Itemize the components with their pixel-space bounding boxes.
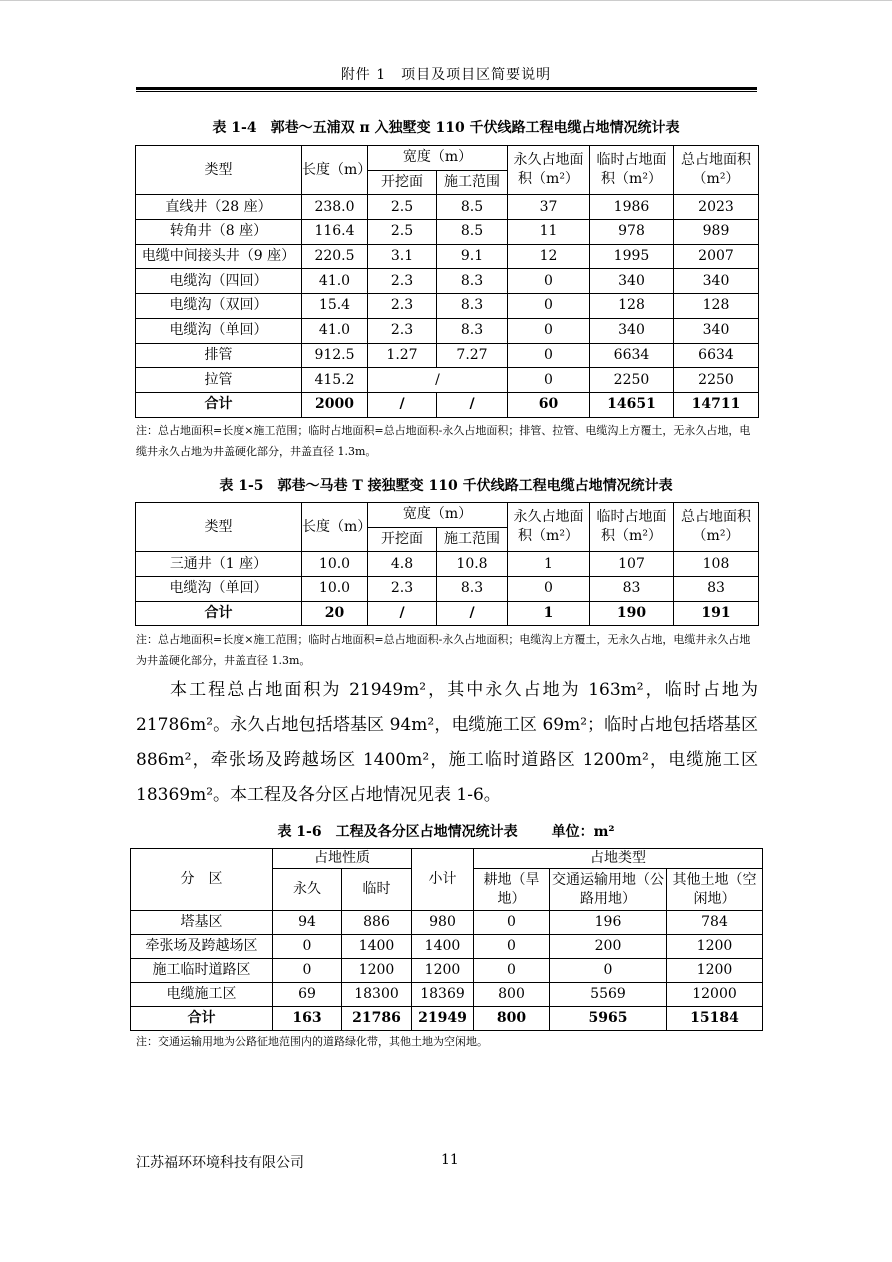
table-cell: 1.27 xyxy=(368,343,437,368)
header-width: 宽度（m） xyxy=(368,503,508,528)
header-temp: 临时占地面积（m²） xyxy=(590,146,674,195)
total-cell: 14651 xyxy=(590,392,674,417)
header-landtype: 占地类型 xyxy=(474,849,763,869)
table-cell: 1400 xyxy=(412,935,474,959)
header-perm: 永久占地面积（m²） xyxy=(508,503,590,552)
table-cell: 1200 xyxy=(342,959,412,983)
total-cell: / xyxy=(368,601,437,626)
table-row xyxy=(136,269,759,294)
table-row xyxy=(136,577,759,602)
table-cell: 200 xyxy=(550,935,667,959)
table-row xyxy=(136,294,759,319)
table-cell: 800 xyxy=(474,983,550,1007)
header-width-open: 开挖面 xyxy=(368,170,437,195)
total-cell: 5965 xyxy=(550,1007,667,1031)
table-cell: 1986 xyxy=(590,195,674,220)
row-pull-total: 2250 xyxy=(674,368,759,393)
total-cell: 20 xyxy=(302,601,368,626)
table-cell: 2.5 xyxy=(368,220,437,245)
table-cell: 0 xyxy=(508,269,590,294)
header-length: 长度（m） xyxy=(302,503,368,552)
table-cell: 0 xyxy=(474,911,550,935)
table-cell: 128 xyxy=(674,294,759,319)
table-row xyxy=(136,318,759,343)
table-cell: 108 xyxy=(674,552,759,577)
table-cell: 0 xyxy=(508,577,590,602)
table-cell: 0 xyxy=(508,343,590,368)
row-pull-temp: 2250 xyxy=(590,368,674,393)
table-cell: 电缆沟（单回） xyxy=(136,577,302,602)
table-cell: 2.3 xyxy=(368,294,437,319)
table-cell: 1200 xyxy=(412,959,474,983)
summary-paragraph: 本工程总占地面积为 21949m²，其中永久占地为 163m²，临时占地为 21786m²。永久占地包括塔基区 94m²，电缆施工区 69m²；临时占地包括塔基区 886m²，牵张场及跨越场区 1400m²，施工临时道路区 1200m²，电缆施工区 18369m²。本工程及各分区占地情况见表 1-6。 xyxy=(136,680,758,805)
table-cell: 116.4 xyxy=(302,220,368,245)
header-farm: 耕地（旱地） xyxy=(474,869,550,911)
table-cell: 8.5 xyxy=(437,195,508,220)
total-row xyxy=(131,1007,763,1031)
table-row xyxy=(136,552,759,577)
page-top-border xyxy=(0,0,892,1)
header-width-open: 开挖面 xyxy=(368,527,437,552)
total-cell: 21949 xyxy=(412,1007,474,1031)
table-cell: 7.27 xyxy=(437,343,508,368)
table-row xyxy=(136,343,759,368)
header-other: 其他土地（空闲地） xyxy=(667,869,763,911)
table-cell: 6634 xyxy=(590,343,674,368)
header-width-range: 施工范围 xyxy=(437,527,508,552)
table-cell: 排管 xyxy=(136,343,302,368)
table-1-5-caption: 表 1-5 郭巷～马巷 T 接独墅变 110 千伏线路工程电缆占地情况统计表 xyxy=(219,478,673,494)
table-cell: 5569 xyxy=(550,983,667,1007)
table-1-6-title: 表 1-6 工程及各分区占地情况统计表 xyxy=(277,824,518,840)
table-1-4 xyxy=(135,145,759,418)
table-cell: 3.1 xyxy=(368,244,437,269)
total-cell: 合计 xyxy=(136,601,302,626)
table-cell: 12 xyxy=(508,244,590,269)
total-cell: / xyxy=(437,392,508,417)
table-row xyxy=(131,983,763,1007)
page-number: 11 xyxy=(441,1152,459,1168)
table-cell: 978 xyxy=(590,220,674,245)
header-perm: 永久占地面积（m²） xyxy=(508,146,590,195)
table-cell: 41.0 xyxy=(302,318,368,343)
table-cell: 2007 xyxy=(674,244,759,269)
table-cell: 1400 xyxy=(342,935,412,959)
row-pull-length: 415.2 xyxy=(302,368,368,393)
total-cell: 163 xyxy=(273,1007,342,1031)
table-1-5-total xyxy=(136,601,759,626)
table-row xyxy=(136,195,759,220)
header-width-range: 施工范围 xyxy=(437,170,508,195)
total-cell: 2000 xyxy=(302,392,368,417)
header-rule-thin xyxy=(136,91,757,92)
table-cell: 69 xyxy=(273,983,342,1007)
table-1-6-total xyxy=(131,1007,763,1031)
table-cell: 2023 xyxy=(674,195,759,220)
table-cell: 施工临时道路区 xyxy=(131,959,273,983)
table-cell: 0 xyxy=(550,959,667,983)
total-row xyxy=(136,601,759,626)
table-1-4-caption: 表 1-4 郭巷～五浦双 π 入独墅变 110 千伏线路工程电缆占地情况统计表 xyxy=(212,120,680,136)
table-cell: 220.5 xyxy=(302,244,368,269)
table-cell: 8.3 xyxy=(437,318,508,343)
table-cell: 转角井（8 座） xyxy=(136,220,302,245)
total-cell: 15184 xyxy=(667,1007,763,1031)
total-cell: 合计 xyxy=(136,392,302,417)
table-cell: 0 xyxy=(508,294,590,319)
table-1-5-body xyxy=(136,552,759,601)
page-header: 附件 1 项目及项目区简要说明 xyxy=(340,67,552,83)
table-row xyxy=(131,935,763,959)
table-1-4-note: 注：总占地面积=长度×施工范围；临时占地面积=总占地面积-永久占地面积；排管、拉管、电缆沟上方覆土，无永久占地，电缆井永久占地为井盖硬化部分，井盖直径 1.3m。 xyxy=(136,424,751,458)
header-type: 类型 xyxy=(136,503,302,552)
table-1-4-total xyxy=(136,392,759,417)
table-cell: 912.5 xyxy=(302,343,368,368)
table-cell: 电缆沟（单回） xyxy=(136,318,302,343)
table-row xyxy=(136,244,759,269)
table-cell: 电缆沟（四回） xyxy=(136,269,302,294)
table-cell: 2.3 xyxy=(368,269,437,294)
table-cell: 电缆中间接头井（9 座） xyxy=(136,244,302,269)
table-cell: 1995 xyxy=(590,244,674,269)
table-cell: 0 xyxy=(474,959,550,983)
table-cell: 8.5 xyxy=(437,220,508,245)
table-cell: 11 xyxy=(508,220,590,245)
header-subtotal: 小计 xyxy=(412,849,474,911)
row-pull-width: / xyxy=(368,368,508,393)
table-row xyxy=(131,911,763,935)
total-cell: 合计 xyxy=(131,1007,273,1031)
header-zone: 分 区 xyxy=(131,849,273,911)
table-cell: 0 xyxy=(273,959,342,983)
table-cell: 9.1 xyxy=(437,244,508,269)
table-1-4-body xyxy=(136,195,759,368)
table-cell: 340 xyxy=(674,318,759,343)
header-total: 总占地面积（m²） xyxy=(674,503,759,552)
table-cell: 37 xyxy=(508,195,590,220)
table-cell: 2.3 xyxy=(368,318,437,343)
header-width: 宽度（m） xyxy=(368,146,508,171)
header-length: 长度（m） xyxy=(302,146,368,195)
total-cell: 191 xyxy=(674,601,759,626)
table-cell: 340 xyxy=(674,269,759,294)
table-cell: 980 xyxy=(412,911,474,935)
table-cell: 340 xyxy=(590,269,674,294)
header-nature: 占地性质 xyxy=(273,849,412,869)
table-row xyxy=(131,959,763,983)
row-pull-perm: 0 xyxy=(508,368,590,393)
total-cell: / xyxy=(368,392,437,417)
table-cell: 196 xyxy=(550,911,667,935)
table-cell: 238.0 xyxy=(302,195,368,220)
table-cell: 1200 xyxy=(667,935,763,959)
table-cell: 340 xyxy=(590,318,674,343)
table-cell: 784 xyxy=(667,911,763,935)
table-1-6-note: 注：交通运输用地为公路征地范围内的道路绿化带，其他土地为空闲地。 xyxy=(136,1035,488,1048)
total-cell: 800 xyxy=(474,1007,550,1031)
table-cell: 18369 xyxy=(412,983,474,1007)
table-cell: 0 xyxy=(273,935,342,959)
header-traffic: 交通运输用地（公路用地） xyxy=(550,869,667,911)
header-total: 总占地面积（m²） xyxy=(674,146,759,195)
table-cell: 18300 xyxy=(342,983,412,1007)
table-row xyxy=(136,220,759,245)
row-pull-type: 拉管 xyxy=(136,368,302,393)
table-cell: 1 xyxy=(508,552,590,577)
table-cell: 107 xyxy=(590,552,674,577)
table-1-6 xyxy=(130,848,763,1031)
table-cell: 塔基区 xyxy=(131,911,273,935)
header-temp: 临时 xyxy=(342,869,412,911)
table-cell: 15.4 xyxy=(302,294,368,319)
table-cell: 8.3 xyxy=(437,294,508,319)
table-cell: 83 xyxy=(674,577,759,602)
table-cell: 8.3 xyxy=(437,577,508,602)
header-rule-thick xyxy=(136,87,757,90)
table-cell: 12000 xyxy=(667,983,763,1007)
table-1-5 xyxy=(135,502,759,626)
table-cell: 直线井（28 座） xyxy=(136,195,302,220)
table-cell: 牵张场及跨越场区 xyxy=(131,935,273,959)
total-cell: 14711 xyxy=(674,392,759,417)
table-cell: 电缆施工区 xyxy=(131,983,273,1007)
table-cell: 电缆沟（双回） xyxy=(136,294,302,319)
footer-company: 江苏福环环境科技有限公司 xyxy=(136,1155,304,1171)
table-cell: 1200 xyxy=(667,959,763,983)
table-cell: 三通井（1 座） xyxy=(136,552,302,577)
table-1-6-caption xyxy=(0,821,892,841)
table-cell: 10.0 xyxy=(302,577,368,602)
table-1-6-unit: 单位：m² xyxy=(551,824,615,840)
header-perm: 永久 xyxy=(273,869,342,911)
table-cell: 8.3 xyxy=(437,269,508,294)
total-cell: 60 xyxy=(508,392,590,417)
table-cell: 6634 xyxy=(674,343,759,368)
total-cell: / xyxy=(437,601,508,626)
header-temp: 临时占地面积（m²） xyxy=(590,503,674,552)
table-cell: 0 xyxy=(508,318,590,343)
table-cell: 41.0 xyxy=(302,269,368,294)
total-cell: 190 xyxy=(590,601,674,626)
header-type: 类型 xyxy=(136,146,302,195)
table-cell: 2.5 xyxy=(368,195,437,220)
table-cell: 10.0 xyxy=(302,552,368,577)
table-cell: 886 xyxy=(342,911,412,935)
table-cell: 128 xyxy=(590,294,674,319)
table-cell: 989 xyxy=(674,220,759,245)
table-cell: 4.8 xyxy=(368,552,437,577)
total-row xyxy=(136,392,759,417)
total-cell: 21786 xyxy=(342,1007,412,1031)
table-cell: 0 xyxy=(474,935,550,959)
table-cell: 2.3 xyxy=(368,577,437,602)
total-cell: 1 xyxy=(508,601,590,626)
table-1-6-body xyxy=(131,911,763,1007)
table-cell: 83 xyxy=(590,577,674,602)
table-1-5-note: 注：总占地面积=长度×施工范围；临时占地面积=总占地面积-永久占地面积；电缆沟上方覆土，无永久占地，电缆井永久占地为井盖硬化部分，井盖直径 1.3m。 xyxy=(136,633,751,667)
table-cell: 94 xyxy=(273,911,342,935)
table-cell: 10.8 xyxy=(437,552,508,577)
